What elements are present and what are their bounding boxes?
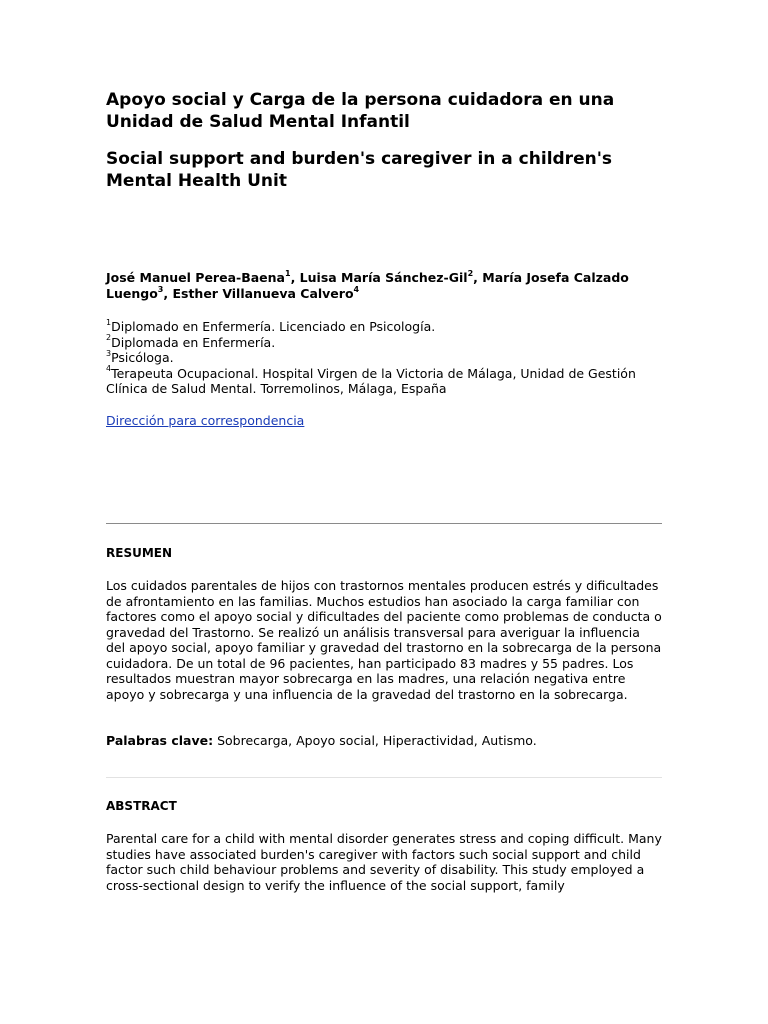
title-spanish: Apoyo social y Carga de la persona cuidadora en una Unidad de Salud Mental Infantil [106,90,615,132]
affiliation-marker: 1 [106,317,112,327]
resumen-text: Los cuidados parentales de hijos con trastornos mentales producen estrés y dificultades de afrontamiento en las familias. Muchos estudios han asociado la carga familiar con factores como el apoyo social y dificultades del paciente como problemas de conducta o gravedad del Trastorno. Se realizó un análisis transversal para averiguar la influencia del apoyo social, apoyo familiar y gravedad del trastorno en la sobrecarga de la persona cuidadora. De un total de 96 pacientes, han participado 83 madres y 55 padres. Los resultados muestran mayor sobrecarga en las madres, una relación negativa entre apoyo y sobrecarga y una influencia de la gravedad del trastorno en la sobrecarga. [106,578,662,702]
author-name: José Manuel Perea-Baena [106,270,285,285]
author-separator: , [163,286,173,301]
affiliation-text: Psicóloga. [111,350,174,365]
abstract-text: Parental care for a child with mental disorder generates stress and coping difficult. Many studies have associated burden's caregiver with factors such social support and child factor such child behaviour problems and severity of disability. This study employed a cross-sectional design to verify the influence of the social support, family [106,831,662,893]
affiliation-text: Diplomado en Enfermería. Licenciado en Psicología. [111,319,436,334]
correspondence-link[interactable]: Dirección para correspondencia [106,413,305,428]
title-english: Social support and burden's caregiver in a children's Mental Health Unit [106,149,613,191]
author-separator: , [290,270,300,285]
affiliation-item [106,366,662,397]
keywords-text: Sobrecarga, Apoyo social, Hiperactividad, Autismo. [217,733,537,748]
author-affiliation-marker: 3 [157,284,164,294]
affiliation-marker: 2 [106,333,112,343]
author-affiliation-marker: 2 [467,268,474,278]
author-list [106,270,662,302]
abstract-heading: ABSTRACT [106,799,177,813]
author-name: María Josefa Calzado Luengo [106,270,629,301]
affiliation-marker: 3 [106,348,112,358]
keywords-line [106,733,662,749]
resumen-heading: RESUMEN [106,546,173,560]
author-affiliation-marker: 1 [284,268,291,278]
section-divider [106,523,662,524]
affiliation-marker: 4 [106,364,112,374]
affiliation-item [106,335,662,351]
affiliation-list [106,319,662,397]
author-separator: , [473,270,483,285]
author-affiliation-marker: 4 [353,284,360,294]
section-divider-light [106,777,662,778]
author-name: Esther Villanueva Calvero [172,286,354,301]
keywords-label: Palabras clave: [106,733,214,748]
author-name: Luisa María Sánchez-Gil [299,270,468,285]
affiliation-text: Diplomada en Enfermería. [111,334,276,350]
affiliation-text: Terapeuta Ocupacional. Hospital Virgen de la Victoria de Málaga, Unidad de Gestión Clínica de Salud Mental. Torremolinos, Málaga, España [106,365,636,396]
affiliation-item [106,319,662,335]
affiliation-item [106,350,662,366]
